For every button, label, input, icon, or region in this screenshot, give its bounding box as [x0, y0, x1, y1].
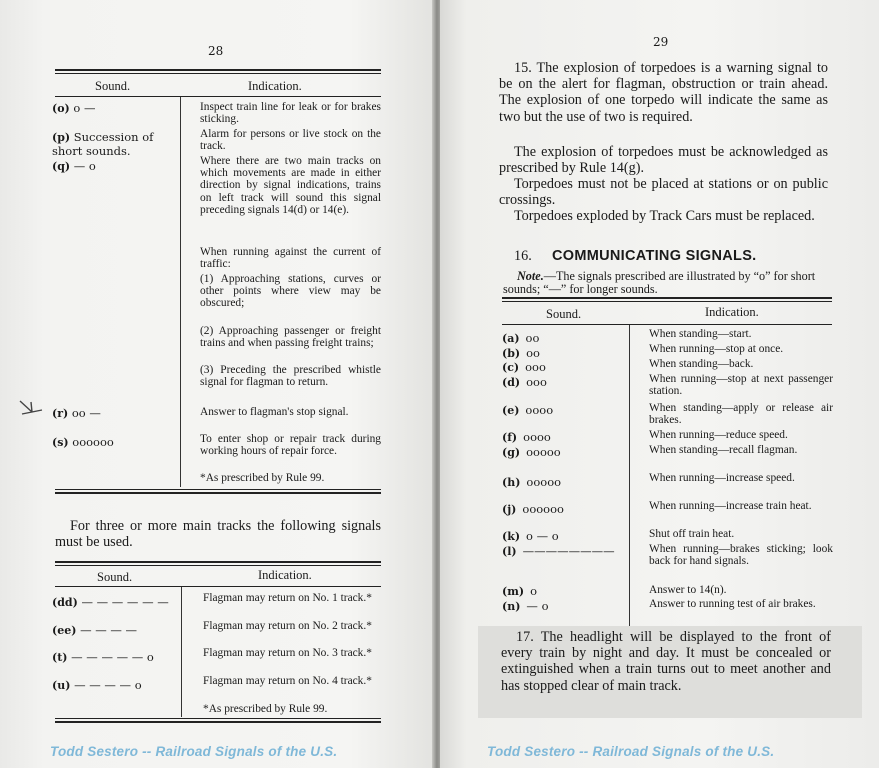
row-key: (l): [502, 545, 517, 558]
column-divider: [180, 97, 181, 487]
paragraph-15-placement: Torpedoes must not be placed at stations or on public crossings.: [499, 176, 828, 209]
table-top-rule-thin: [502, 301, 832, 302]
indication-row: When standing—recall flagman.: [649, 444, 798, 456]
sound-row: [52, 160, 96, 174]
row-key: (n): [502, 600, 521, 613]
indication-q-current: When running against the current of traffic:: [200, 246, 381, 271]
table2-top-rule: [55, 561, 381, 563]
row-key: (dd): [52, 596, 78, 609]
sound-row: [52, 436, 114, 450]
left-page: [0, 0, 438, 768]
note-text: —The signals prescribed are illustrated by “o” for short sounds; “—” for longer sounds.: [503, 269, 816, 296]
row-sound: Succession of short sounds.: [52, 130, 154, 158]
col-header-sound: Sound.: [546, 307, 582, 321]
col-header-sound: Sound.: [95, 79, 131, 93]
row-sound: — — — —: [80, 623, 138, 637]
indication-row: When running—brakes sticking; look back for hand signals.: [649, 543, 833, 568]
sound-row: [52, 131, 177, 157]
sound-row: [52, 679, 142, 693]
row-key: (o): [52, 102, 70, 115]
indication-row: When standing—start.: [649, 328, 752, 340]
sound-row: [52, 102, 96, 116]
section-number: 16.: [514, 248, 532, 264]
row-sound: oooo: [523, 430, 551, 444]
table-top-rule: [55, 69, 381, 71]
row-key: (s): [52, 436, 69, 449]
indication-q-item-3: (3) Preceding the prescribed whistle signal for flagman to return.: [200, 364, 381, 389]
indication-row: Answer to running test of air brakes.: [649, 598, 816, 610]
row-sound: ooooo: [526, 475, 562, 489]
indication-q-item-1: (1) Approaching stations, curves or other points where view may be obscured;: [200, 273, 381, 310]
sound-row: [52, 624, 137, 638]
sound-row: [502, 530, 559, 544]
row-sound: — — — — o: [74, 678, 142, 692]
sound-row: [52, 596, 169, 610]
indication-row: When running—reduce speed.: [649, 429, 788, 441]
row-sound: oooo: [525, 403, 554, 417]
right-page: [440, 0, 879, 768]
row-sound: — o: [73, 159, 96, 173]
sound-row: [502, 545, 615, 559]
row-sound: — o: [526, 599, 549, 613]
row-key: (r): [52, 407, 69, 420]
indication-row: When running—increase speed.: [649, 472, 795, 484]
indication-s: To enter shop or repair track during working hours of repair force.: [200, 433, 381, 458]
watermark: Todd Sestero -- Railroad Signals of the U.S.: [487, 744, 775, 759]
indication-ee: Flagman may return on No. 2 track.*: [203, 620, 372, 632]
table-bottom-rule: [55, 489, 381, 490]
paragraph-17: 17. The headlight will be displayed to the front of every train by night and day. It must be concealed or extinguished when a train turns out to meet another and has stopped clear of main track.: [501, 629, 831, 694]
row-key: (b): [502, 347, 521, 360]
row-sound: — — — — — o: [71, 650, 154, 664]
page-number: 29: [653, 35, 669, 49]
watermark: Todd Sestero -- Railroad Signals of the U.S.: [50, 744, 338, 759]
row-sound: ooo: [526, 375, 547, 389]
table-bottom-rule-thick: [55, 492, 381, 494]
sound-row: [52, 407, 101, 421]
sound-row: [502, 585, 537, 599]
row-key: (p): [52, 131, 71, 144]
sound-row: [502, 503, 564, 517]
row-key: (g): [502, 446, 521, 459]
pencil-arrow-icon: [18, 398, 44, 420]
row-key: (f): [502, 431, 518, 444]
table-top-rule: [502, 297, 832, 299]
col-header-indication: Indication.: [258, 568, 312, 582]
indication-row: When standing—apply or release air brakes.: [649, 402, 833, 427]
indication-row: When running—stop at once.: [649, 343, 784, 355]
row-sound: oo —: [71, 406, 101, 420]
row-key: (j): [502, 503, 517, 516]
indication-o: Inspect train line for leak or for brakes sticking.: [200, 101, 381, 126]
row-sound: o —: [73, 101, 96, 115]
indication-q-item-2: (2) Approaching passenger or freight trains and when passing freight trains;: [200, 325, 381, 350]
table-top-rule-thin: [55, 73, 381, 74]
row-key: (e): [502, 404, 520, 417]
sound-row: [502, 361, 546, 375]
row-key: (u): [52, 679, 71, 692]
col-header-indication: Indication.: [705, 305, 759, 319]
footnote: *As prescribed by Rule 99.: [203, 703, 328, 715]
sound-row: [502, 431, 551, 445]
indication-row: Shut off train heat.: [649, 528, 735, 540]
sound-row: [502, 332, 539, 346]
row-sound: oo: [525, 331, 540, 345]
column-divider: [181, 587, 182, 717]
paragraph-15-acknowledge: The explosion of torpedoes must be acknowledged as prescribed by Rule 14(g).: [499, 144, 828, 177]
sound-row: [502, 600, 549, 614]
row-sound: ————————: [522, 544, 615, 558]
paragraph-15: 15. The explosion of torpedoes is a warning signal to be on the alert for flagman, obstruction or train ahead. The explosion of one torpedo will indicate the same as two but the use of two is required.: [499, 60, 828, 125]
sound-row: [502, 376, 547, 390]
note: [503, 270, 831, 296]
indication-p: Alarm for persons or live stock on the track.: [200, 128, 381, 153]
table2-bottom-rule: [55, 718, 381, 719]
header-rule: [502, 324, 832, 325]
row-sound: oo: [526, 346, 540, 360]
section-title: COMMUNICATING SIGNALS.: [552, 248, 757, 264]
row-sound: o — o: [526, 529, 559, 543]
row-key: (h): [502, 476, 521, 489]
row-sound: ooooo: [526, 445, 561, 459]
indication-row: Answer to 14(n).: [649, 584, 727, 596]
col-header-indication: Indication.: [248, 79, 302, 93]
sound-row: [502, 404, 553, 418]
note-label: Note.: [517, 269, 544, 283]
row-key: (a): [502, 332, 520, 345]
header-rule: [55, 96, 381, 97]
row-key: (ee): [52, 624, 77, 637]
row-key: (m): [502, 585, 525, 598]
table2-top-rule-thin: [55, 565, 381, 566]
sound-row: [502, 476, 561, 490]
paragraph: For three or more main tracks the following signals must be used.: [55, 518, 381, 551]
row-key: (d): [502, 376, 521, 389]
row-key: (t): [52, 651, 68, 664]
row-key: (k): [502, 530, 521, 543]
sound-row: [52, 651, 154, 665]
row-key: (c): [502, 361, 520, 374]
paragraph-15-track-cars: Torpedoes exploded by Track Cars must be replaced.: [514, 208, 815, 224]
indication-u: Flagman may return on No. 4 track.*: [203, 675, 372, 687]
header-rule: [55, 586, 381, 587]
indication-row: When running—stop at next passenger station.: [649, 373, 833, 398]
indication-q: Where there are two main tracks on which movements are made in either direction by signal indications, trains on left track will sound this signal preceding signals 14(d) or 14(e).: [200, 155, 381, 216]
row-sound: — — — — — —: [81, 595, 169, 609]
indication-row: When running—increase train heat.: [649, 500, 812, 512]
col-header-sound: Sound.: [97, 570, 133, 584]
indication-t: Flagman may return on No. 3 track.*: [203, 647, 372, 659]
sound-row: [502, 347, 540, 361]
indication-row: When standing—back.: [649, 358, 754, 370]
row-sound: o: [530, 584, 537, 598]
indication-r: Answer to flagman's stop signal.: [200, 406, 349, 418]
table2-bottom-rule-thick: [55, 721, 381, 723]
page-number: 28: [208, 44, 224, 58]
row-sound: oooooo: [522, 502, 564, 516]
indication-dd: Flagman may return on No. 1 track.*: [203, 592, 372, 604]
row-sound: oooooo: [72, 435, 114, 449]
row-sound: ooo: [525, 360, 546, 374]
column-divider: [629, 325, 630, 628]
row-key: (q): [52, 160, 71, 173]
footnote: *As prescribed by Rule 99.: [200, 472, 325, 484]
sound-row: [502, 446, 561, 460]
